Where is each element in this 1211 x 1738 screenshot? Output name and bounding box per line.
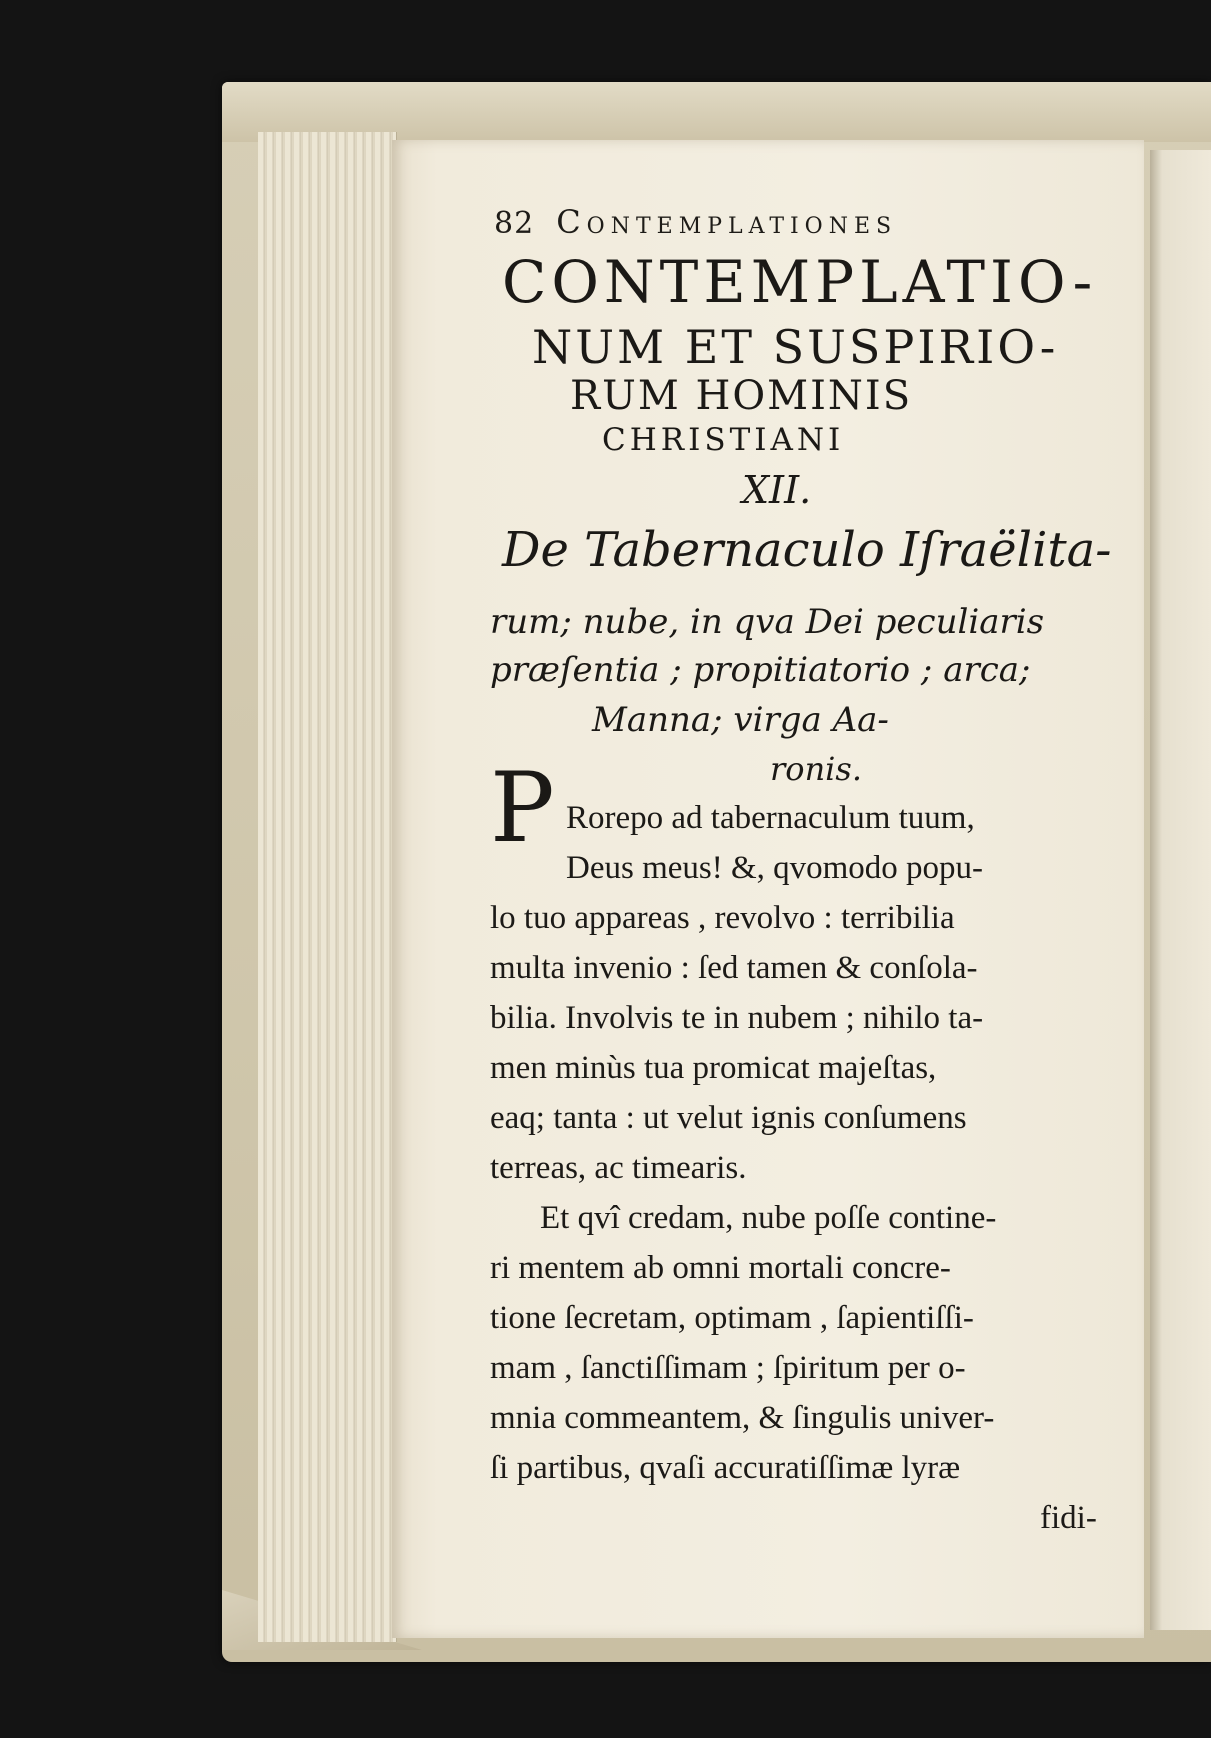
running-head-title: Contemplationes <box>556 203 898 241</box>
body-line-8: terreas, ac timearis. <box>490 1150 747 1186</box>
body-line-2: Deus meus! &, qvomodo popu- <box>566 850 984 886</box>
page-edges-stack <box>258 132 397 1642</box>
facing-page-edge <box>1150 150 1211 1630</box>
body-line-14: ſi partibus, qvaſi accuratiſſimæ lyræ <box>490 1450 961 1486</box>
body-line-7: eaq; tanta : ut velut ignis conſumens <box>490 1100 967 1136</box>
title-line-3: RUM HOMINIS <box>570 373 913 419</box>
title-line-1: CONTEMPLATIO- <box>502 248 1098 316</box>
body-line-5: bilia. Involvis te in nubem ; nihilo ta- <box>490 1000 984 1036</box>
body-line-12: mam , ſanctiſſimam ; ſpiritum per o- <box>490 1350 966 1386</box>
page-number: 82 <box>494 206 535 241</box>
subtitle-line-1: De Tabernaculo Iſraëlita- <box>502 522 1112 578</box>
body-line-13: mnia commeantem, & ſingulis univer- <box>490 1400 995 1436</box>
body-line-6: men minùs tua promicat majeſtas, <box>490 1050 937 1086</box>
body-line-4: multa invenio : ſed tamen & conſola- <box>490 950 978 986</box>
subtitle-line-4: Manna; virga Aa- <box>592 700 889 740</box>
chapter-numeral: XII. <box>742 468 812 512</box>
body-line-catchword: fidi- <box>1040 1500 1097 1536</box>
running-head <box>494 203 1044 243</box>
title-line-2: NUM ET SUSPIRIO- <box>532 320 1059 374</box>
title-line-4: CHRISTIANI <box>602 422 845 458</box>
subtitle-line-2: rum; nube, in qva Dei peculiaris <box>490 602 1045 642</box>
subtitle-line-3: præſentia ; propitiatorio ; arca; <box>490 650 1031 690</box>
body-line-11: tione ſecretam, optimam , ſapientiſſi- <box>490 1300 974 1336</box>
body-line-9: Et qvî credam, nube poſſe contine- <box>540 1200 997 1236</box>
subtitle-line-5: ronis. <box>770 750 862 788</box>
drop-cap: P <box>490 752 555 864</box>
body-line-1: Rorepo ad tabernaculum tuum, <box>566 800 975 836</box>
body-line-10: ri mentem ab omni mortali concre- <box>490 1250 951 1286</box>
body-line-3: lo tuo appareas , revolvo : terribilia <box>490 900 955 936</box>
